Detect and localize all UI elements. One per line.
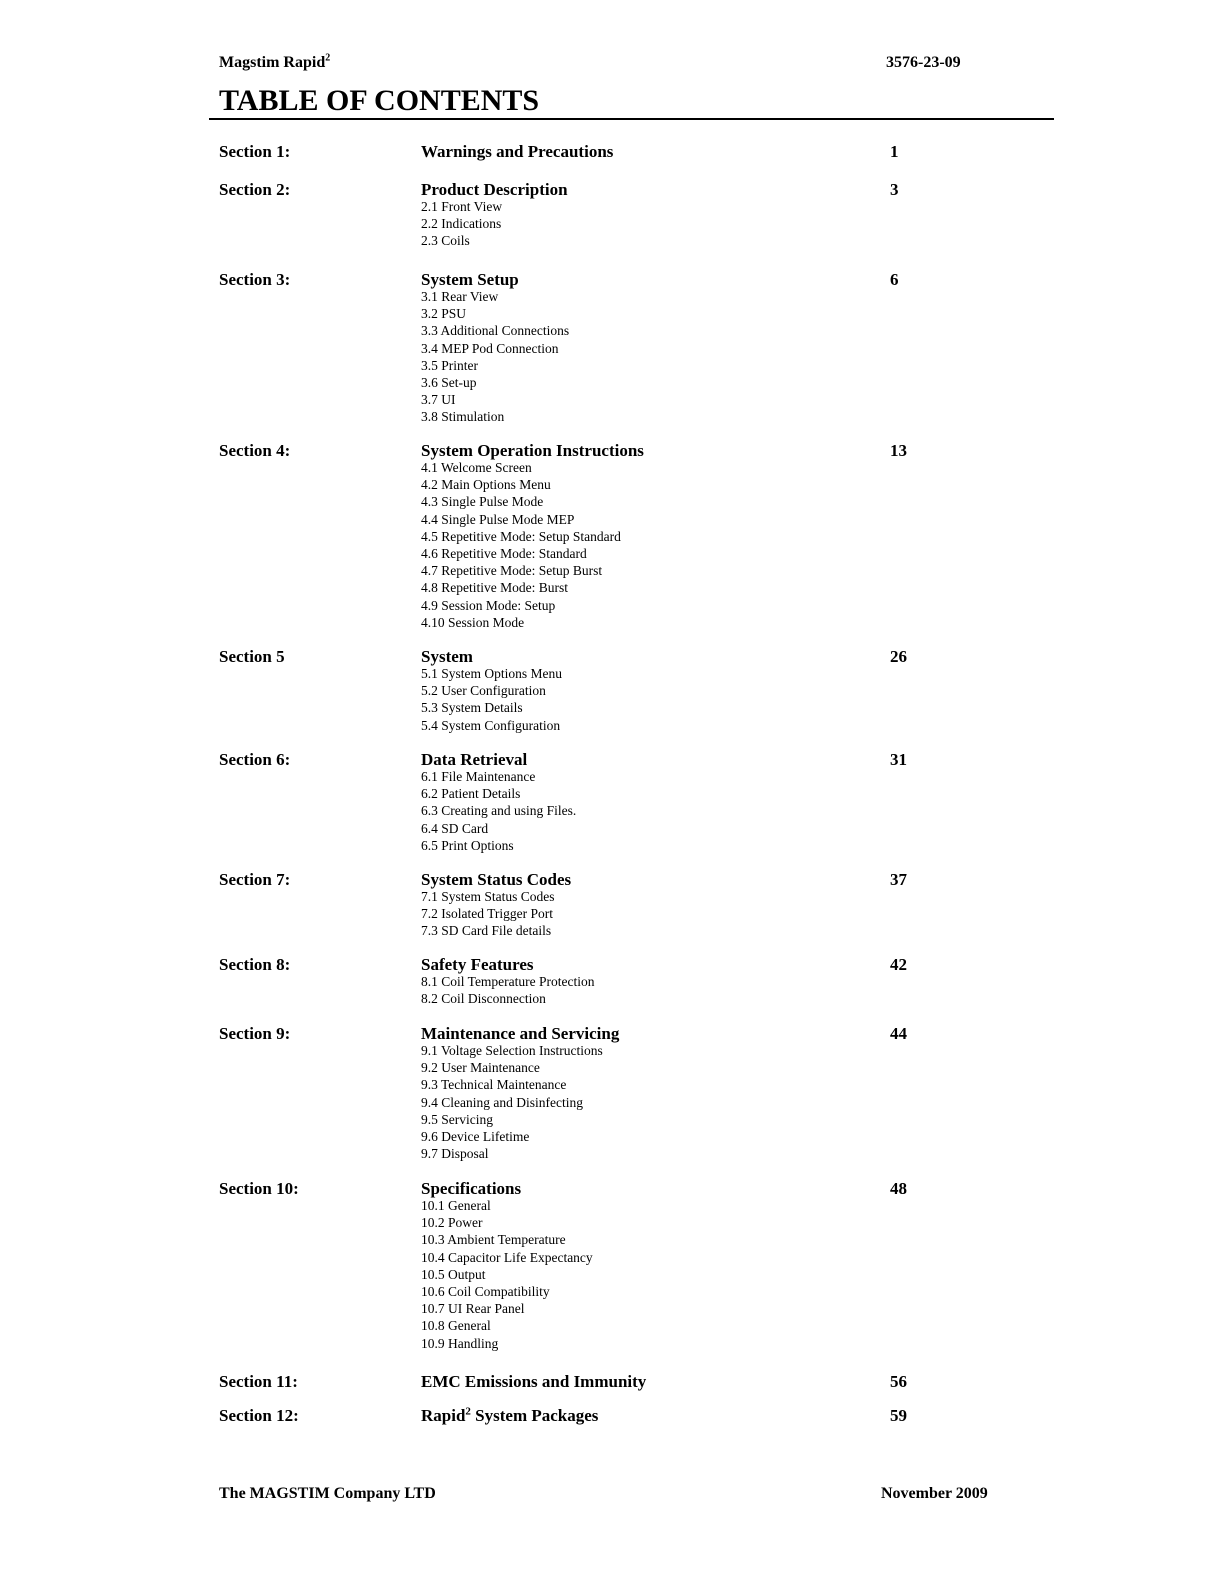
subsection-list: [421, 973, 595, 1007]
subsection-item: 2.3 Coils: [421, 233, 470, 249]
subsection-item: 2.2 Indications: [421, 216, 502, 232]
subsection-item: 4.2 Main Options Menu: [421, 477, 551, 493]
subsection-item: 4.1 Welcome Screen: [421, 460, 532, 475]
subsection-item: 9.2 User Maintenance: [421, 1060, 540, 1076]
subsection-item: 8.1 Coil Temperature Protection: [421, 974, 595, 989]
page-title: TABLE OF CONTENTS: [219, 84, 540, 117]
subsection-item: 7.3 SD Card File details: [421, 923, 552, 939]
subsection-list: [421, 1197, 593, 1352]
subsection-item: 9.6 Device Lifetime: [421, 1129, 530, 1145]
section-title: System Setup: [421, 270, 519, 289]
subsection-item: 10.7 UI Rear Panel: [421, 1301, 525, 1317]
section-label: Section 9:: [219, 1024, 291, 1043]
subsection-item: 9.4 Cleaning and Disinfecting: [421, 1094, 583, 1110]
subsection-item: 6.2 Patient Details: [421, 786, 521, 802]
section-page-number: 59: [890, 1406, 907, 1425]
subsection-item: 4.3 Single Pulse Mode: [421, 494, 544, 510]
subsection-item: 10.3 Ambient Temperature: [421, 1232, 566, 1248]
subsection-item: 3.5 Printer: [421, 357, 478, 373]
subsection-item: 7.2 Isolated Trigger Port: [421, 906, 554, 922]
subsection-item: 6.1 File Maintenance: [421, 769, 536, 784]
subsection-item: 10.1 General: [421, 1198, 491, 1213]
subsection-item: 10.5 Output: [421, 1266, 486, 1282]
section-page-number: 42: [890, 955, 907, 974]
section-page-number: 3: [890, 180, 899, 199]
subsection-item: 10.2 Power: [421, 1215, 483, 1231]
subsection-item: 6.4 SD Card: [421, 820, 489, 836]
subsection-item: 3.6 Set-up: [421, 375, 477, 391]
section-page-number: 44: [890, 1024, 907, 1043]
section-label: Section 10:: [219, 1179, 299, 1198]
section-page-number: 13: [890, 441, 907, 460]
section-title: System Operation Instructions: [421, 441, 644, 460]
subsection-item: 9.7 Disposal: [421, 1146, 489, 1162]
subsection-item: 9.5 Servicing: [421, 1111, 493, 1127]
section-label: Section 6:: [219, 750, 291, 769]
subsection-item: 2.1 Front View: [421, 199, 503, 214]
section-page-number: 26: [890, 647, 907, 666]
section-title: Maintenance and Servicing: [421, 1024, 620, 1043]
subsection-item: 4.8 Repetitive Mode: Burst: [421, 580, 568, 596]
section-label: Section 5: [219, 647, 285, 666]
subsection-item: 3.7 UI: [421, 392, 456, 408]
subsection-item: 9.3 Technical Maintenance: [421, 1077, 567, 1093]
subsection-item: 5.3 System Details: [421, 700, 523, 716]
section-label: Section 7:: [219, 870, 291, 889]
section-title-superscript: 2: [465, 1405, 471, 1418]
section-title: Warnings and Precautions: [421, 142, 614, 161]
section-page-number: 48: [890, 1179, 907, 1198]
subsection-item: 5.4 System Configuration: [421, 717, 561, 733]
subsection-item: 7.1 System Status Codes: [421, 889, 555, 904]
header-product: Magstim Rapid$^2$: [219, 52, 331, 71]
section-label: Section 2:: [219, 180, 291, 199]
subsection-item: 4.7 Repetitive Mode: Setup Burst: [421, 563, 603, 579]
subsection-list: [421, 288, 569, 426]
section-title: Data Retrieval: [421, 750, 528, 769]
section-title: Specifications: [421, 1179, 522, 1198]
subsection-item: 8.2 Coil Disconnection: [421, 991, 546, 1007]
section-label: Section 12:: [219, 1406, 299, 1425]
subsection-item: 6.5 Print Options: [421, 837, 514, 853]
subsection-item: 4.5 Repetitive Mode: Setup Standard: [421, 528, 621, 544]
subsection-item: 10.9 Handling: [421, 1335, 499, 1351]
subsection-list: [421, 1042, 603, 1162]
subsection-item: 3.4 MEP Pod Connection: [421, 340, 559, 356]
section-page-number: 6: [890, 270, 899, 289]
subsection-item: 10.8 General: [421, 1318, 491, 1334]
section-title: System Status Codes: [421, 870, 572, 889]
footer-company: The MAGSTIM Company LTD: [219, 1485, 436, 1502]
subsection-item: 5.2 User Configuration: [421, 683, 546, 699]
subsection-item: 10.4 Capacitor Life Expectancy: [421, 1249, 593, 1265]
subsection-item: 4.9 Session Mode: Setup: [421, 597, 556, 613]
footer-date: November 2009: [881, 1485, 988, 1502]
section-title: EMC Emissions and Immunity: [421, 1372, 647, 1391]
subsection-list: [421, 665, 562, 734]
section-label: Section 1:: [219, 142, 291, 161]
subsection-list: [421, 888, 555, 940]
subsection-list: [421, 768, 576, 854]
subsection-item: 4.4 Single Pulse Mode MEP: [421, 511, 575, 527]
section-title: Rapid$^2$ System Packages: [421, 1405, 599, 1425]
section-page-number: 1: [890, 142, 899, 161]
header-doc-number: 3576-23-09: [886, 54, 961, 71]
subsection-item: 3.2 PSU: [421, 306, 467, 322]
subsection-item: 3.1 Rear View: [421, 289, 499, 304]
subsection-item: 6.3 Creating and using Files.: [421, 803, 577, 819]
section-label: Section 8:: [219, 955, 291, 974]
title-divider: [209, 118, 1054, 120]
section-label: Section 4:: [219, 441, 291, 460]
section-title: Product Description: [421, 180, 568, 199]
section-page-number: 37: [890, 870, 907, 889]
section-page-number: 56: [890, 1372, 907, 1391]
subsection-item: 9.1 Voltage Selection Instructions: [421, 1043, 603, 1058]
section-title: Safety Features: [421, 955, 534, 974]
subsection-item: 5.1 System Options Menu: [421, 666, 563, 681]
subsection-item: 4.6 Repetitive Mode: Standard: [421, 546, 587, 562]
subsection-item: 4.10 Session Mode: [421, 614, 525, 630]
subsection-list: [421, 459, 621, 631]
subsection-item: 3.8 Stimulation: [421, 409, 505, 425]
subsection-item: 10.6 Coil Compatibility: [421, 1284, 550, 1300]
subsection-list: [421, 198, 502, 250]
section-label: Section 11:: [219, 1372, 298, 1391]
section-page-number: 31: [890, 750, 907, 769]
section-title: System: [421, 647, 473, 666]
section-label: Section 3:: [219, 270, 291, 289]
subsection-item: 3.3 Additional Connections: [421, 323, 570, 339]
header-product-superscript: 2: [325, 52, 331, 64]
